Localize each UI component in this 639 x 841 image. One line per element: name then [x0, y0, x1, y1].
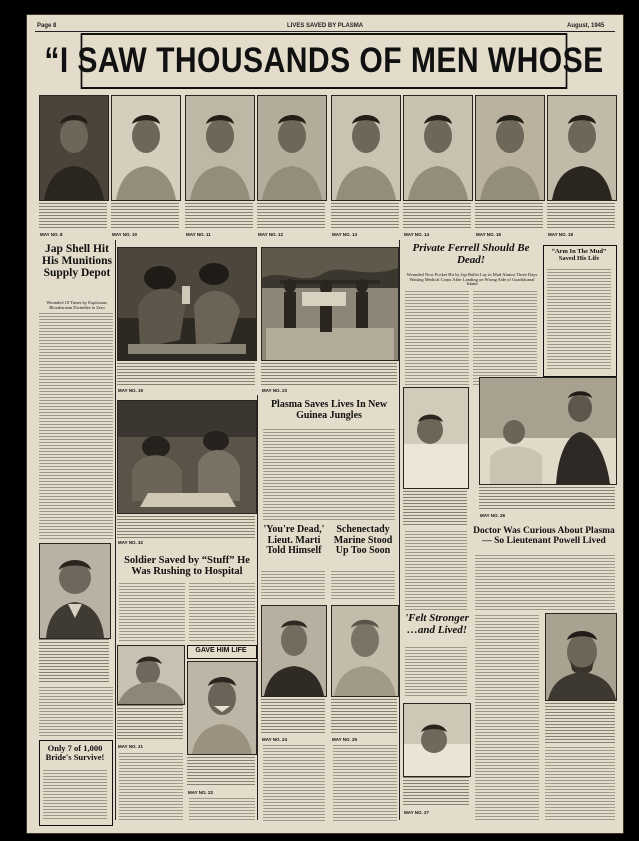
- story-headline-stuff: Soldier Saved by “Stuff” He Was Rushing to Hospital: [124, 555, 250, 578]
- photo-caption: [187, 757, 255, 787]
- story-subhead-ferrell: Wounded Now Pocket Hit by Jap Bullet Lay in Mud Almost Three Days Waiting Medical Corps After Landing on Wrong Side of Guadalcanal Island: [406, 272, 538, 287]
- portrait-photo: [185, 95, 255, 201]
- column-divider: [257, 395, 258, 820]
- photo-caption: [545, 703, 615, 743]
- story-headline-marti: 'You're Dead,' Lieut. Marti Told Himself: [263, 524, 325, 556]
- photo-caption: [111, 203, 179, 229]
- photo-caption: [331, 699, 397, 735]
- photo-number: MAY NO. 32: [118, 540, 144, 545]
- newspaper-page: [26, 14, 624, 834]
- portrait-photo: [39, 543, 111, 639]
- story-text: [189, 798, 255, 820]
- photo-caption: [403, 777, 469, 807]
- story-text: [475, 555, 615, 611]
- publication-name: LIVES SAVED BY PLASMA: [287, 23, 364, 29]
- issue-date: August, 1945: [567, 23, 605, 29]
- header-rule: [35, 31, 615, 32]
- jungle-stretcher-photo: [261, 247, 399, 361]
- photo-number: MAY NO. 26: [480, 513, 506, 518]
- photo-caption: [185, 203, 253, 229]
- photo-number: MAY NO. 21: [118, 744, 144, 749]
- story-text: [405, 291, 469, 385]
- photo-caption: [403, 203, 471, 229]
- photo-number: MAY NO. 13: [332, 232, 358, 237]
- story-subhead-jap-shell: Wounded 18 Times by Explosion; Bloodstream Dwindles to Zero: [46, 300, 108, 310]
- portrait-photo: [547, 95, 617, 201]
- story-text: [547, 269, 611, 371]
- photo-caption: [117, 363, 255, 385]
- young-soldier-photo: [261, 605, 327, 697]
- photo-caption: [475, 203, 543, 229]
- story-headline-jap-shell: Jap Shell Hit His Munitions Supply Depot: [42, 243, 112, 280]
- photo-caption: [403, 491, 467, 527]
- medic-photo: [117, 247, 257, 361]
- photo-caption: [261, 363, 397, 385]
- photo-caption: [479, 487, 615, 509]
- story-text: [333, 745, 397, 821]
- gave-him-life-label: GAVE HIM LIFE: [195, 647, 247, 654]
- story-text: [119, 583, 185, 641]
- story-headline-schenectady: Schenectady Marine Stood Up Too Soon: [333, 524, 393, 556]
- photo-number: MAY NO. 14: [404, 232, 430, 237]
- photo-number: MAY NO. 11: [186, 232, 211, 237]
- story-text: [263, 429, 395, 521]
- photo-caption: [261, 699, 325, 735]
- story-headline-saved-life: “Arm In The Mud” Saved His Life: [551, 248, 607, 262]
- recovering-soldier-photo: [403, 703, 471, 777]
- photo-caption: [117, 516, 255, 538]
- story-headline-powell: Doctor Was Curious About Plasma— So Lieutenant Powell Lived: [473, 526, 615, 546]
- story-text: [545, 747, 615, 821]
- portrait-photo: [257, 95, 327, 201]
- story-text: [405, 647, 467, 697]
- photo-number: MAY NO. 16: [476, 232, 502, 237]
- portrait-photo: [111, 95, 181, 201]
- photo-number: MAY NO. 18: [548, 232, 574, 237]
- photo-caption: [331, 203, 399, 229]
- photo-number: MAY NO. 12: [258, 232, 284, 237]
- field-hospital-photo: [117, 400, 257, 514]
- portrait-photo: [39, 95, 109, 201]
- story-text: [261, 571, 325, 601]
- story-headline-new-guinea: Plasma Saves Lives In New Guinea Jungles: [270, 399, 388, 421]
- column-divider: [115, 240, 116, 820]
- story-text: [119, 753, 183, 821]
- smiling-soldier-photo: [187, 661, 257, 755]
- story-text: [331, 571, 395, 601]
- story-text: [473, 291, 537, 385]
- photo-number: MAY NO. 8: [40, 232, 63, 237]
- photo-number: MAY NO. 24: [262, 737, 288, 742]
- bedside-visit-photo: [479, 377, 617, 485]
- photo-number: MAY NO. 22: [188, 790, 214, 795]
- photo-number: MAY NO. 27: [404, 810, 430, 815]
- column-divider: [399, 240, 400, 820]
- portrait-photo: [331, 95, 401, 201]
- story-text: [39, 687, 113, 737]
- hospital-bed-photo: [403, 387, 469, 489]
- photo-caption: [547, 203, 615, 229]
- photo-number: MAY NO. 19: [118, 388, 144, 393]
- portrait-photo: [475, 95, 545, 201]
- marine-photo: [331, 605, 399, 697]
- story-text: [189, 583, 255, 641]
- page-label: Page 8: [37, 23, 57, 29]
- story-headline-stronger: 'Felt Stronger …and Lived!: [405, 612, 469, 636]
- story-text: [43, 770, 107, 820]
- photo-number: MAY NO. 25: [332, 737, 358, 742]
- photo-caption: [39, 639, 109, 683]
- bearded-soldier-photo: [545, 613, 617, 701]
- story-headline-ferrell: Private Ferrell Should Be Dead!: [412, 242, 530, 266]
- story-text: [475, 615, 539, 821]
- patient-photo: [117, 645, 185, 705]
- story-text: [263, 745, 325, 821]
- photo-caption: [117, 705, 183, 741]
- photo-caption: [39, 203, 107, 229]
- story-text: [405, 531, 467, 611]
- photo-number: MAY NO. 23: [262, 388, 288, 393]
- story-headline-bride: Only 7 of 1,000 Bride's Survive!: [45, 743, 105, 762]
- main-headline: “I SAW THOUSANDS OF MEN WHOSE: [81, 33, 568, 89]
- photo-caption: [257, 203, 325, 229]
- story-text: [39, 313, 113, 541]
- portrait-photo: [403, 95, 473, 201]
- photo-number: MAY NO. 10: [112, 232, 138, 237]
